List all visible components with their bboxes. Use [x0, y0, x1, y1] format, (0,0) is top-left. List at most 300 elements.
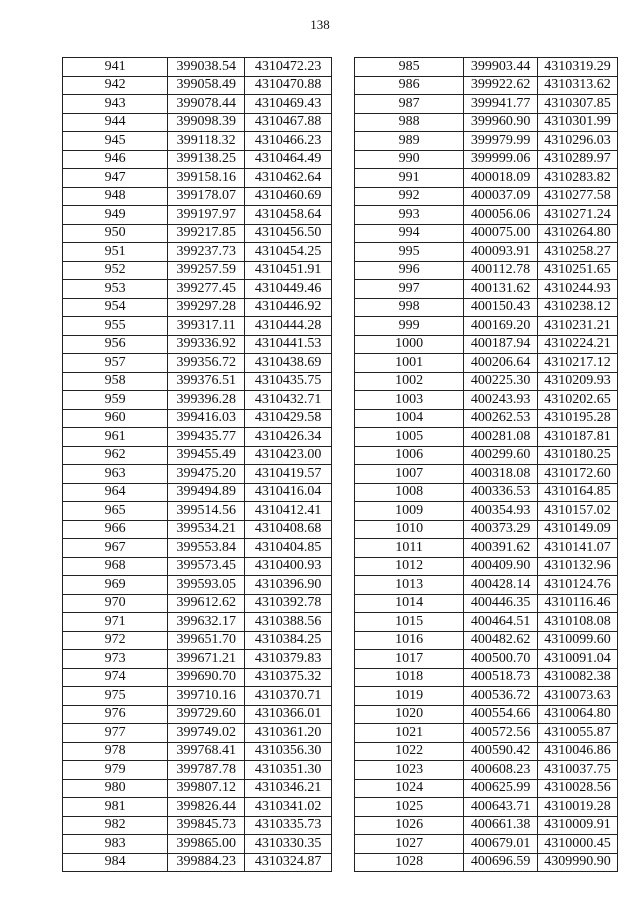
- point-number-cell: 951: [63, 243, 168, 262]
- x-coordinate-cell: 400169.20: [464, 317, 538, 336]
- table-row: [355, 687, 618, 706]
- y-coordinate-cell: 4310099.60: [538, 631, 618, 650]
- x-coordinate-cell: 399475.20: [168, 465, 245, 484]
- point-number-cell: 1001: [355, 354, 464, 373]
- point-number-cell: 994: [355, 224, 464, 243]
- x-coordinate-cell: 400056.06: [464, 206, 538, 225]
- x-coordinate-cell: 399710.16: [168, 687, 245, 706]
- y-coordinate-cell: 4310258.27: [538, 243, 618, 262]
- y-coordinate-cell: 4310073.63: [538, 687, 618, 706]
- point-number-cell: 1010: [355, 520, 464, 539]
- y-coordinate-cell: 4310217.12: [538, 354, 618, 373]
- x-coordinate-cell: 399826.44: [168, 798, 245, 817]
- table-row: [355, 779, 618, 798]
- x-coordinate-cell: 400318.08: [464, 465, 538, 484]
- point-number-cell: 972: [63, 631, 168, 650]
- table-row: [63, 76, 332, 95]
- y-coordinate-cell: 4310209.93: [538, 372, 618, 391]
- x-coordinate-cell: 400281.08: [464, 428, 538, 447]
- point-number-cell: 985: [355, 58, 464, 77]
- table-row: [63, 705, 332, 724]
- x-coordinate-cell: 400373.29: [464, 520, 538, 539]
- point-number-cell: 1004: [355, 409, 464, 428]
- x-coordinate-cell: 399787.78: [168, 761, 245, 780]
- x-coordinate-cell: 399158.16: [168, 169, 245, 188]
- point-number-cell: 992: [355, 187, 464, 206]
- table-row: [63, 372, 332, 391]
- y-coordinate-cell: 4310091.04: [538, 650, 618, 669]
- x-coordinate-cell: 400112.78: [464, 261, 538, 280]
- table-row: [63, 798, 332, 817]
- y-coordinate-cell: 4310180.25: [538, 446, 618, 465]
- x-coordinate-cell: 399435.77: [168, 428, 245, 447]
- x-coordinate-cell: 400536.72: [464, 687, 538, 706]
- table-row: [63, 483, 332, 502]
- table-row: [63, 261, 332, 280]
- y-coordinate-cell: 4310324.87: [245, 853, 332, 872]
- point-number-cell: 976: [63, 705, 168, 724]
- point-number-cell: 1013: [355, 576, 464, 595]
- table-row: [355, 816, 618, 835]
- y-coordinate-cell: 4310157.02: [538, 502, 618, 521]
- x-coordinate-cell: 399038.54: [168, 58, 245, 77]
- table-row: [355, 113, 618, 132]
- point-number-cell: 1019: [355, 687, 464, 706]
- x-coordinate-cell: 400679.01: [464, 835, 538, 854]
- y-coordinate-cell: 4310438.69: [245, 354, 332, 373]
- x-coordinate-cell: 400661.38: [464, 816, 538, 835]
- y-coordinate-cell: 4310449.46: [245, 280, 332, 299]
- x-coordinate-cell: 399999.06: [464, 150, 538, 169]
- point-number-cell: 950: [63, 224, 168, 243]
- x-coordinate-cell: 400643.71: [464, 798, 538, 817]
- point-number-cell: 995: [355, 243, 464, 262]
- table-row: [63, 446, 332, 465]
- point-number-cell: 977: [63, 724, 168, 743]
- x-coordinate-cell: 399178.07: [168, 187, 245, 206]
- point-number-cell: 1020: [355, 705, 464, 724]
- table-row: [355, 668, 618, 687]
- point-number-cell: 998: [355, 298, 464, 317]
- point-number-cell: 988: [355, 113, 464, 132]
- point-number-cell: 999: [355, 317, 464, 336]
- y-coordinate-cell: 4310307.85: [538, 95, 618, 114]
- table-row: [355, 465, 618, 484]
- x-coordinate-cell: 399553.84: [168, 539, 245, 558]
- table-row: [63, 724, 332, 743]
- y-coordinate-cell: 4310172.60: [538, 465, 618, 484]
- y-coordinate-cell: 4310064.80: [538, 705, 618, 724]
- point-number-cell: 1002: [355, 372, 464, 391]
- x-coordinate-cell: 399297.28: [168, 298, 245, 317]
- point-number-cell: 1015: [355, 613, 464, 632]
- x-coordinate-cell: 400391.62: [464, 539, 538, 558]
- x-coordinate-cell: 399138.25: [168, 150, 245, 169]
- point-number-cell: 986: [355, 76, 464, 95]
- x-coordinate-cell: 399098.39: [168, 113, 245, 132]
- table-row: [63, 613, 332, 632]
- x-coordinate-cell: 400554.66: [464, 705, 538, 724]
- point-number-cell: 962: [63, 446, 168, 465]
- table-row: [63, 243, 332, 262]
- table-row: [63, 742, 332, 761]
- y-coordinate-cell: 4310462.64: [245, 169, 332, 188]
- table-row: [355, 317, 618, 336]
- table-row: [63, 594, 332, 613]
- table-row: [355, 576, 618, 595]
- x-coordinate-cell: 400696.59: [464, 853, 538, 872]
- y-coordinate-cell: 4310388.56: [245, 613, 332, 632]
- table-row: [355, 594, 618, 613]
- table-row: [63, 650, 332, 669]
- table-row: [63, 132, 332, 151]
- table-row: [355, 298, 618, 317]
- x-coordinate-cell: 400336.53: [464, 483, 538, 502]
- x-coordinate-cell: 399768.41: [168, 742, 245, 761]
- y-coordinate-cell: 4310319.29: [538, 58, 618, 77]
- table-row: [63, 206, 332, 225]
- y-coordinate-cell: 4310361.20: [245, 724, 332, 743]
- point-number-cell: 945: [63, 132, 168, 151]
- y-coordinate-cell: 4310313.62: [538, 76, 618, 95]
- x-coordinate-cell: 399573.45: [168, 557, 245, 576]
- table-row: [355, 539, 618, 558]
- point-number-cell: 971: [63, 613, 168, 632]
- table-row: [355, 280, 618, 299]
- y-coordinate-cell: 4310356.30: [245, 742, 332, 761]
- point-number-cell: 947: [63, 169, 168, 188]
- y-coordinate-cell: 4310408.68: [245, 520, 332, 539]
- x-coordinate-cell: 399197.97: [168, 206, 245, 225]
- x-coordinate-cell: 399979.99: [464, 132, 538, 151]
- x-coordinate-cell: 400206.64: [464, 354, 538, 373]
- table-row: [63, 169, 332, 188]
- table-row: [355, 705, 618, 724]
- table-row: [63, 391, 332, 410]
- y-coordinate-cell: 4310370.71: [245, 687, 332, 706]
- table-row: [355, 391, 618, 410]
- x-coordinate-cell: 400299.60: [464, 446, 538, 465]
- y-coordinate-cell: 4310271.24: [538, 206, 618, 225]
- y-coordinate-cell: 4310149.09: [538, 520, 618, 539]
- table-row: [355, 724, 618, 743]
- point-number-cell: 975: [63, 687, 168, 706]
- y-coordinate-cell: 4310472.23: [245, 58, 332, 77]
- point-number-cell: 982: [63, 816, 168, 835]
- table-row: [63, 298, 332, 317]
- x-coordinate-cell: 399884.23: [168, 853, 245, 872]
- x-coordinate-cell: 400446.35: [464, 594, 538, 613]
- x-coordinate-cell: 399336.92: [168, 335, 245, 354]
- y-coordinate-cell: 4310116.46: [538, 594, 618, 613]
- x-coordinate-cell: 400187.94: [464, 335, 538, 354]
- y-coordinate-cell: 4310429.58: [245, 409, 332, 428]
- y-coordinate-cell: 4310124.76: [538, 576, 618, 595]
- point-number-cell: 948: [63, 187, 168, 206]
- y-coordinate-cell: 4310366.01: [245, 705, 332, 724]
- x-coordinate-cell: 399376.51: [168, 372, 245, 391]
- x-coordinate-cell: 399729.60: [168, 705, 245, 724]
- table-row: [355, 761, 618, 780]
- y-coordinate-cell: 4310244.93: [538, 280, 618, 299]
- table-row: [355, 502, 618, 521]
- y-coordinate-cell: 4310264.80: [538, 224, 618, 243]
- y-coordinate-cell: 4310141.07: [538, 539, 618, 558]
- point-number-cell: 960: [63, 409, 168, 428]
- y-coordinate-cell: 4310451.91: [245, 261, 332, 280]
- point-number-cell: 968: [63, 557, 168, 576]
- y-coordinate-cell: 4310419.57: [245, 465, 332, 484]
- table-row: [63, 687, 332, 706]
- point-number-cell: 961: [63, 428, 168, 447]
- table-row: [355, 354, 618, 373]
- table-row: [355, 650, 618, 669]
- x-coordinate-cell: 400093.91: [464, 243, 538, 262]
- point-number-cell: 949: [63, 206, 168, 225]
- table-row: [355, 224, 618, 243]
- point-number-cell: 1028: [355, 853, 464, 872]
- y-coordinate-cell: 4310456.50: [245, 224, 332, 243]
- x-coordinate-cell: 399078.44: [168, 95, 245, 114]
- x-coordinate-cell: 399277.45: [168, 280, 245, 299]
- x-coordinate-cell: 400608.23: [464, 761, 538, 780]
- x-coordinate-cell: 400625.99: [464, 779, 538, 798]
- table-row: [63, 335, 332, 354]
- point-number-cell: 993: [355, 206, 464, 225]
- table-row: [355, 520, 618, 539]
- y-coordinate-cell: 4310046.86: [538, 742, 618, 761]
- table-row: [355, 613, 618, 632]
- table-row: [355, 428, 618, 447]
- table-row: [355, 372, 618, 391]
- x-coordinate-cell: 399749.02: [168, 724, 245, 743]
- table-row: [355, 95, 618, 114]
- x-coordinate-cell: 399690.70: [168, 668, 245, 687]
- x-coordinate-cell: 399941.77: [464, 95, 538, 114]
- table-row: [355, 446, 618, 465]
- point-number-cell: 965: [63, 502, 168, 521]
- point-number-cell: 1025: [355, 798, 464, 817]
- y-coordinate-cell: 4310335.73: [245, 816, 332, 835]
- y-coordinate-cell: 4310404.85: [245, 539, 332, 558]
- x-coordinate-cell: 399960.90: [464, 113, 538, 132]
- point-number-cell: 970: [63, 594, 168, 613]
- x-coordinate-cell: 399118.32: [168, 132, 245, 151]
- point-number-cell: 991: [355, 169, 464, 188]
- point-number-cell: 952: [63, 261, 168, 280]
- y-coordinate-cell: 4310466.23: [245, 132, 332, 151]
- y-coordinate-cell: 4310037.75: [538, 761, 618, 780]
- table-row: [63, 853, 332, 872]
- point-number-cell: 957: [63, 354, 168, 373]
- table-row: [63, 95, 332, 114]
- y-coordinate-cell: 4310464.49: [245, 150, 332, 169]
- y-coordinate-cell: 4310432.71: [245, 391, 332, 410]
- y-coordinate-cell: 4310082.38: [538, 668, 618, 687]
- point-number-cell: 983: [63, 835, 168, 854]
- table-row: [355, 76, 618, 95]
- x-coordinate-cell: 399865.00: [168, 835, 245, 854]
- point-number-cell: 1021: [355, 724, 464, 743]
- x-coordinate-cell: 400590.42: [464, 742, 538, 761]
- table-row: [355, 557, 618, 576]
- point-number-cell: 1012: [355, 557, 464, 576]
- y-coordinate-cell: 4310019.28: [538, 798, 618, 817]
- x-coordinate-cell: 400225.30: [464, 372, 538, 391]
- point-number-cell: 996: [355, 261, 464, 280]
- table-row: [355, 742, 618, 761]
- table-row: [63, 428, 332, 447]
- y-coordinate-cell: 4310435.75: [245, 372, 332, 391]
- x-coordinate-cell: 399237.73: [168, 243, 245, 262]
- table-row: [355, 483, 618, 502]
- x-coordinate-cell: 399651.70: [168, 631, 245, 650]
- point-number-cell: 958: [63, 372, 168, 391]
- point-number-cell: 1003: [355, 391, 464, 410]
- y-coordinate-cell: 4310028.56: [538, 779, 618, 798]
- x-coordinate-cell: 400037.09: [464, 187, 538, 206]
- y-coordinate-cell: 4310202.65: [538, 391, 618, 410]
- y-coordinate-cell: 4310301.99: [538, 113, 618, 132]
- y-coordinate-cell: 4310195.28: [538, 409, 618, 428]
- y-coordinate-cell: 4310009.91: [538, 816, 618, 835]
- x-coordinate-cell: 400131.62: [464, 280, 538, 299]
- table-row: [355, 187, 618, 206]
- x-coordinate-cell: 399396.28: [168, 391, 245, 410]
- y-coordinate-cell: 4310446.92: [245, 298, 332, 317]
- x-coordinate-cell: 400018.09: [464, 169, 538, 188]
- table-row: [63, 761, 332, 780]
- point-number-cell: 1024: [355, 779, 464, 798]
- point-number-cell: 959: [63, 391, 168, 410]
- table-row: [355, 631, 618, 650]
- page-number: 138: [310, 17, 330, 32]
- point-number-cell: 1014: [355, 594, 464, 613]
- y-coordinate-cell: 4310400.93: [245, 557, 332, 576]
- x-coordinate-cell: 399257.59: [168, 261, 245, 280]
- point-number-cell: 956: [63, 335, 168, 354]
- y-coordinate-cell: 4310426.34: [245, 428, 332, 447]
- point-number-cell: 953: [63, 280, 168, 299]
- x-coordinate-cell: 399494.89: [168, 483, 245, 502]
- x-coordinate-cell: 399356.72: [168, 354, 245, 373]
- y-coordinate-cell: 4310000.45: [538, 835, 618, 854]
- point-number-cell: 979: [63, 761, 168, 780]
- point-number-cell: 943: [63, 95, 168, 114]
- table-row: [63, 668, 332, 687]
- point-number-cell: 942: [63, 76, 168, 95]
- table-row: [63, 816, 332, 835]
- x-coordinate-cell: 400150.43: [464, 298, 538, 317]
- y-coordinate-cell: 4310330.35: [245, 835, 332, 854]
- x-coordinate-cell: 399317.11: [168, 317, 245, 336]
- point-number-cell: 981: [63, 798, 168, 817]
- table-row: [355, 150, 618, 169]
- point-number-cell: 1007: [355, 465, 464, 484]
- y-coordinate-cell: 4310460.69: [245, 187, 332, 206]
- x-coordinate-cell: 399416.03: [168, 409, 245, 428]
- x-coordinate-cell: 400075.00: [464, 224, 538, 243]
- y-coordinate-cell: 4310469.43: [245, 95, 332, 114]
- point-number-cell: 1018: [355, 668, 464, 687]
- table-row: [63, 835, 332, 854]
- x-coordinate-cell: 400262.53: [464, 409, 538, 428]
- y-coordinate-cell: 4310224.21: [538, 335, 618, 354]
- table-row: [355, 169, 618, 188]
- x-coordinate-cell: 399922.62: [464, 76, 538, 95]
- point-number-cell: 941: [63, 58, 168, 77]
- y-coordinate-cell: 4310470.88: [245, 76, 332, 95]
- x-coordinate-cell: 400409.90: [464, 557, 538, 576]
- x-coordinate-cell: 400354.93: [464, 502, 538, 521]
- table-row: [355, 261, 618, 280]
- point-number-cell: 997: [355, 280, 464, 299]
- table-row: [63, 224, 332, 243]
- coordinates-table-right: [354, 57, 618, 872]
- y-coordinate-cell: 4310187.81: [538, 428, 618, 447]
- y-coordinate-cell: 4310164.85: [538, 483, 618, 502]
- table-row: [63, 520, 332, 539]
- x-coordinate-cell: 399903.44: [464, 58, 538, 77]
- point-number-cell: 946: [63, 150, 168, 169]
- x-coordinate-cell: 400500.70: [464, 650, 538, 669]
- point-number-cell: 966: [63, 520, 168, 539]
- point-number-cell: 1022: [355, 742, 464, 761]
- point-number-cell: 1026: [355, 816, 464, 835]
- point-number-cell: 964: [63, 483, 168, 502]
- point-number-cell: 944: [63, 113, 168, 132]
- y-coordinate-cell: 4310296.03: [538, 132, 618, 151]
- x-coordinate-cell: 399807.12: [168, 779, 245, 798]
- point-number-cell: 984: [63, 853, 168, 872]
- table-row: [63, 465, 332, 484]
- y-coordinate-cell: 4310108.08: [538, 613, 618, 632]
- table-row: [63, 409, 332, 428]
- point-number-cell: 974: [63, 668, 168, 687]
- point-number-cell: 1016: [355, 631, 464, 650]
- x-coordinate-cell: 399845.73: [168, 816, 245, 835]
- point-number-cell: 989: [355, 132, 464, 151]
- x-coordinate-cell: 400572.56: [464, 724, 538, 743]
- y-coordinate-cell: 4310458.64: [245, 206, 332, 225]
- x-coordinate-cell: 399058.49: [168, 76, 245, 95]
- y-coordinate-cell: 4310231.21: [538, 317, 618, 336]
- x-coordinate-cell: 400518.73: [464, 668, 538, 687]
- y-coordinate-cell: 4310283.82: [538, 169, 618, 188]
- point-number-cell: 967: [63, 539, 168, 558]
- point-number-cell: 990: [355, 150, 464, 169]
- y-coordinate-cell: 4310238.12: [538, 298, 618, 317]
- table-row: [63, 187, 332, 206]
- y-coordinate-cell: 4310441.53: [245, 335, 332, 354]
- coordinates-table-left: [62, 57, 332, 872]
- y-coordinate-cell: 4310055.87: [538, 724, 618, 743]
- y-coordinate-cell: 4310251.65: [538, 261, 618, 280]
- point-number-cell: 955: [63, 317, 168, 336]
- x-coordinate-cell: 399217.85: [168, 224, 245, 243]
- x-coordinate-cell: 399593.05: [168, 576, 245, 595]
- point-number-cell: 1006: [355, 446, 464, 465]
- x-coordinate-cell: 399534.21: [168, 520, 245, 539]
- y-coordinate-cell: 4310341.02: [245, 798, 332, 817]
- x-coordinate-cell: 399514.56: [168, 502, 245, 521]
- y-coordinate-cell: 4310412.41: [245, 502, 332, 521]
- x-coordinate-cell: 400428.14: [464, 576, 538, 595]
- y-coordinate-cell: 4310392.78: [245, 594, 332, 613]
- y-coordinate-cell: 4310379.83: [245, 650, 332, 669]
- table-row: [355, 409, 618, 428]
- table-row: [63, 557, 332, 576]
